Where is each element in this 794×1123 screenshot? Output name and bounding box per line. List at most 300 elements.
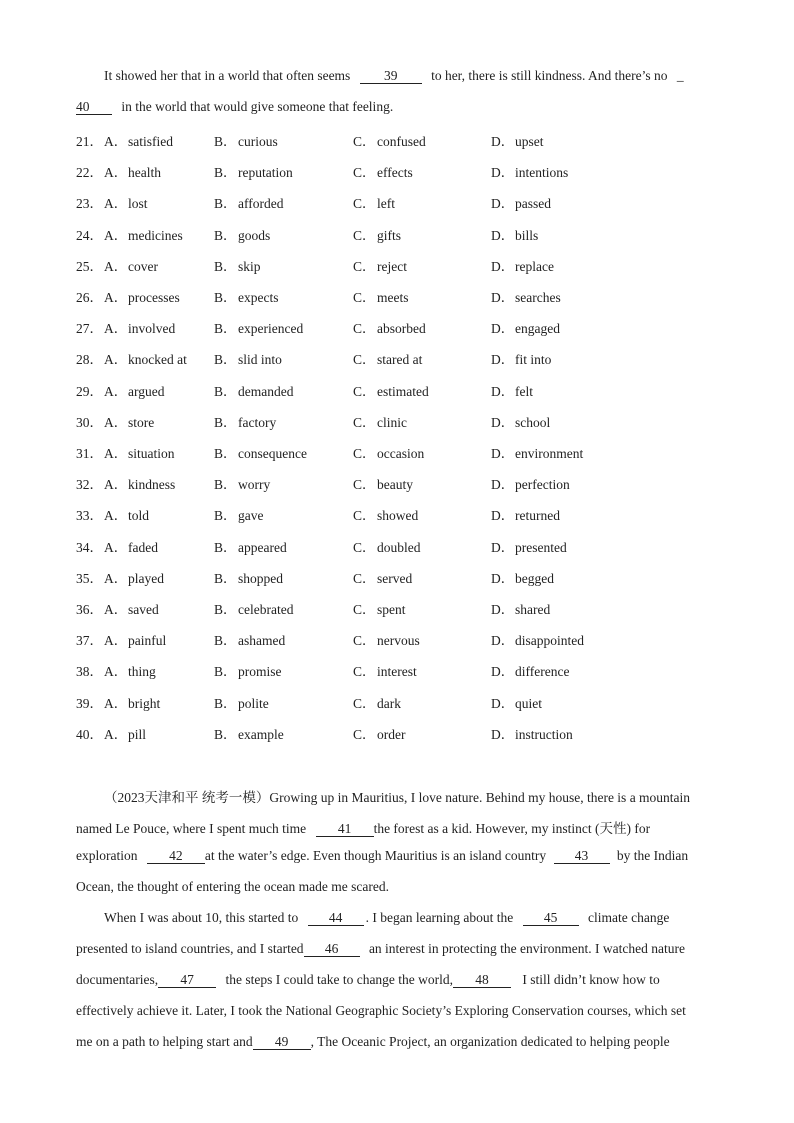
- option-letter: D．: [491, 664, 515, 680]
- option-c[interactable]: [353, 567, 412, 587]
- option-b[interactable]: [214, 224, 270, 244]
- option-text: curious: [238, 134, 278, 149]
- option-text: goods: [238, 227, 271, 243]
- option-letter: C．: [353, 383, 376, 399]
- option-letter: B．: [214, 196, 237, 212]
- question-number: 26．: [76, 290, 103, 305]
- passage-text: to her, there is still kindness. And there’s no: [431, 68, 668, 83]
- option-letter: B．: [214, 570, 237, 586]
- option-text: spent: [377, 602, 406, 617]
- option-text: dark: [377, 695, 401, 711]
- option-a[interactable]: [76, 224, 183, 244]
- option-letter: B．: [214, 352, 237, 368]
- option-letter: D．: [491, 633, 515, 649]
- option-letter: A．: [104, 664, 128, 680]
- option-text: saved: [128, 602, 159, 617]
- passage-text: _: [676, 68, 684, 83]
- option-a[interactable]: [76, 536, 158, 556]
- option-a[interactable]: [76, 723, 146, 743]
- option-a[interactable]: [76, 598, 159, 618]
- passage-text: Ocean, the thought of entering the ocean made me scared.: [76, 879, 389, 894]
- option-text: argued: [128, 383, 165, 399]
- option-letter: D．: [491, 352, 515, 368]
- option-d[interactable]: [491, 286, 561, 306]
- option-text: faded: [128, 539, 158, 555]
- question-number: 25．: [76, 258, 103, 274]
- option-letter: A．: [104, 695, 128, 711]
- option-b[interactable]: [214, 598, 293, 618]
- option-letter: A．: [104, 414, 128, 430]
- option-d[interactable]: [491, 473, 570, 493]
- option-letter: A．: [104, 477, 128, 493]
- option-b[interactable]: [214, 348, 282, 368]
- option-c[interactable]: [353, 692, 401, 712]
- option-text: bills: [515, 227, 539, 243]
- blank-46[interactable]: 46: [304, 942, 360, 957]
- question-number: 37．: [76, 633, 103, 649]
- option-text: gifts: [377, 227, 402, 243]
- option-text: lost: [128, 196, 148, 212]
- option-letter: B．: [214, 227, 237, 243]
- option-letter: C．: [353, 633, 376, 649]
- option-letter: A．: [104, 227, 128, 243]
- option-c[interactable]: [353, 660, 417, 680]
- option-letter: D．: [491, 539, 515, 555]
- option-letter: A．: [104, 290, 128, 305]
- option-text: health: [128, 165, 161, 181]
- option-c[interactable]: [353, 317, 426, 337]
- option-a[interactable]: [76, 473, 175, 493]
- option-text: doubled: [377, 539, 421, 555]
- option-text: expects: [238, 290, 279, 305]
- option-d[interactable]: [491, 255, 554, 275]
- option-text: store: [128, 414, 155, 430]
- option-d[interactable]: [491, 536, 567, 556]
- option-a[interactable]: [76, 567, 164, 587]
- option-c[interactable]: [353, 598, 406, 618]
- option-b[interactable]: [214, 442, 307, 462]
- passage-text: effectively achieve it. Later, I took the National Geographic Society’s Exploring Conservation courses, which set: [76, 1003, 686, 1018]
- option-letter: B．: [214, 602, 237, 617]
- option-letter: C．: [353, 227, 376, 243]
- option-letter: A．: [104, 726, 128, 742]
- option-b[interactable]: [214, 692, 269, 712]
- option-text: felt: [515, 383, 533, 399]
- option-letter: A．: [104, 633, 128, 649]
- blank-39[interactable]: 39: [360, 69, 422, 84]
- option-c[interactable]: [353, 504, 418, 524]
- option-text: clinic: [377, 414, 407, 430]
- option-text: perfection: [515, 477, 570, 493]
- question-number: 28．: [76, 352, 103, 368]
- option-text: factory: [238, 414, 277, 430]
- option-letter: B．: [214, 414, 237, 430]
- question-number: 38．: [76, 664, 103, 680]
- option-letter: B．: [214, 664, 237, 680]
- option-text: example: [238, 726, 284, 742]
- option-a[interactable]: [76, 317, 175, 337]
- passage-line: [76, 972, 660, 988]
- option-a[interactable]: [76, 380, 165, 400]
- passage-text: . I began learning about the: [365, 910, 514, 925]
- option-d[interactable]: [491, 411, 550, 431]
- option-letter: B．: [214, 321, 237, 337]
- option-text: shared: [515, 602, 551, 617]
- passage-text: I still didn’t know how to: [522, 972, 660, 987]
- option-a[interactable]: [76, 161, 161, 181]
- option-text: satisfied: [128, 134, 173, 149]
- blank-47[interactable]: 47: [158, 973, 216, 988]
- passage-line: [104, 68, 684, 84]
- option-b[interactable]: [214, 629, 285, 649]
- option-a[interactable]: [76, 255, 158, 275]
- option-c[interactable]: [353, 536, 421, 556]
- option-letter: D．: [491, 414, 515, 430]
- option-b[interactable]: [214, 411, 276, 431]
- option-text: estimated: [377, 383, 429, 399]
- option-b[interactable]: [214, 723, 284, 743]
- option-text: returned: [515, 508, 560, 524]
- question-number: 35．: [76, 570, 103, 586]
- passage-text: the steps I could take to change the world,: [225, 972, 454, 987]
- option-letter: C．: [353, 290, 376, 305]
- question-number: 40．: [76, 726, 103, 742]
- option-letter: B．: [214, 633, 237, 649]
- option-text: told: [128, 508, 150, 524]
- option-letter: B．: [214, 695, 237, 711]
- blank-44[interactable]: 44: [308, 911, 364, 926]
- option-d[interactable]: [491, 442, 583, 462]
- option-text: bright: [128, 695, 161, 711]
- option-b[interactable]: [214, 192, 283, 212]
- option-a[interactable]: [76, 660, 156, 680]
- passage-line: [76, 879, 389, 895]
- option-letter: B．: [214, 477, 237, 493]
- option-a[interactable]: [76, 130, 173, 150]
- option-letter: C．: [353, 477, 376, 493]
- passage-text: , The Oceanic Project, an organization dedicated to helping people: [310, 1034, 670, 1049]
- option-text: appeared: [238, 539, 287, 555]
- option-d[interactable]: [491, 660, 569, 680]
- option-text: reputation: [238, 165, 293, 181]
- option-text: consequence: [238, 446, 307, 461]
- option-text: gave: [238, 508, 264, 524]
- option-d[interactable]: [491, 598, 550, 618]
- option-letter: A．: [104, 602, 128, 617]
- option-text: processes: [128, 290, 180, 305]
- option-text: played: [128, 570, 164, 586]
- option-text: meets: [377, 290, 409, 305]
- blank-41[interactable]: 41: [316, 822, 374, 837]
- option-letter: D．: [491, 446, 515, 461]
- option-text: worry: [238, 477, 271, 493]
- option-c[interactable]: [353, 286, 409, 306]
- option-c[interactable]: [353, 380, 429, 400]
- option-letter: C．: [353, 695, 376, 711]
- option-letter: D．: [491, 321, 515, 337]
- passage-line: [76, 941, 685, 957]
- option-text: left: [377, 196, 395, 212]
- option-text: difference: [515, 664, 570, 680]
- option-c[interactable]: [353, 161, 413, 181]
- passage-line: [76, 848, 688, 864]
- question-number: 21．: [76, 134, 103, 149]
- option-c[interactable]: [353, 723, 405, 743]
- option-text: absorbed: [377, 321, 426, 337]
- option-d[interactable]: [491, 380, 533, 400]
- option-text: intentions: [515, 165, 569, 181]
- option-b[interactable]: [214, 504, 263, 524]
- option-text: afforded: [238, 196, 284, 212]
- option-letter: C．: [353, 726, 376, 742]
- question-number: 24．: [76, 227, 103, 243]
- blank-42[interactable]: 42: [147, 849, 205, 864]
- option-text: effects: [377, 165, 413, 181]
- option-text: cover: [128, 258, 158, 274]
- option-d[interactable]: [491, 192, 551, 212]
- option-letter: A．: [104, 258, 128, 274]
- option-a[interactable]: [76, 442, 175, 462]
- option-letter: D．: [491, 196, 515, 212]
- option-letter: D．: [491, 134, 515, 149]
- option-letter: D．: [491, 570, 515, 586]
- option-c[interactable]: [353, 192, 395, 212]
- option-letter: B．: [214, 165, 237, 181]
- option-letter: C．: [353, 165, 376, 181]
- option-d[interactable]: [491, 692, 542, 712]
- option-text: experienced: [238, 321, 304, 337]
- option-text: instruction: [515, 726, 573, 742]
- passage-text: an interest in protecting the environment. I watched nature: [368, 941, 685, 956]
- option-letter: B．: [214, 539, 237, 555]
- question-number: 31．: [76, 446, 103, 461]
- passage-text: me on a path to helping start and: [76, 1034, 253, 1049]
- option-text: shopped: [238, 570, 283, 586]
- option-b[interactable]: [214, 567, 283, 587]
- option-a[interactable]: [76, 286, 180, 306]
- option-text: interest: [377, 664, 417, 680]
- option-text: demanded: [238, 383, 294, 399]
- option-letter: C．: [353, 352, 376, 368]
- option-letter: A．: [104, 570, 128, 586]
- option-c[interactable]: [353, 348, 422, 368]
- option-b[interactable]: [214, 660, 282, 680]
- option-letter: B．: [214, 726, 237, 742]
- option-d[interactable]: [491, 317, 560, 337]
- option-letter: B．: [214, 290, 237, 305]
- option-letter: A．: [104, 508, 128, 524]
- option-c[interactable]: [353, 255, 407, 275]
- option-letter: A．: [104, 165, 128, 181]
- passage-line: [104, 786, 690, 806]
- passage-text: When I was about 10, this started to: [104, 910, 299, 925]
- option-text: upset: [515, 134, 544, 149]
- option-d[interactable]: [491, 629, 584, 649]
- passage-text: named Le Pouce, where I spent much time: [76, 821, 307, 836]
- option-letter: B．: [214, 446, 237, 461]
- question-number: 36．: [76, 602, 103, 617]
- option-letter: D．: [491, 477, 515, 493]
- option-letter: D．: [491, 383, 515, 399]
- option-letter: C．: [353, 602, 376, 617]
- option-letter: D．: [491, 695, 515, 711]
- option-text: engaged: [515, 321, 560, 337]
- option-text: school: [515, 414, 551, 430]
- option-b[interactable]: [214, 536, 287, 556]
- option-a[interactable]: [76, 348, 187, 368]
- option-letter: C．: [353, 134, 376, 149]
- passage-line: [104, 910, 669, 926]
- option-letter: B．: [214, 258, 237, 274]
- option-a[interactable]: [76, 504, 149, 524]
- option-letter: C．: [353, 258, 376, 274]
- option-text: painful: [128, 633, 167, 649]
- option-d[interactable]: [491, 504, 560, 524]
- option-text: quiet: [515, 695, 542, 711]
- option-b[interactable]: [214, 161, 293, 181]
- option-letter: A．: [104, 196, 128, 212]
- option-text: medicines: [128, 227, 183, 243]
- option-b[interactable]: [214, 255, 261, 275]
- blank-43[interactable]: 43: [554, 849, 610, 864]
- question-number: 39．: [76, 695, 103, 711]
- passage-text: climate change: [588, 910, 670, 925]
- option-text: begged: [515, 570, 554, 586]
- option-text: ashamed: [238, 633, 286, 649]
- question-number: 29．: [76, 383, 103, 399]
- option-a[interactable]: [76, 411, 154, 431]
- option-letter: A．: [104, 539, 128, 555]
- question-number: 32．: [76, 477, 103, 493]
- option-text: occasion: [377, 446, 425, 461]
- option-text: served: [377, 570, 413, 586]
- option-text: nervous: [377, 633, 420, 649]
- option-text: pill: [128, 726, 147, 742]
- option-letter: C．: [353, 508, 376, 524]
- option-letter: C．: [353, 196, 376, 212]
- option-text: skip: [238, 258, 261, 274]
- passage-text: documentaries,: [76, 972, 159, 987]
- option-letter: C．: [353, 664, 376, 680]
- option-text: stared at: [377, 352, 423, 368]
- option-text: replace: [515, 258, 554, 274]
- option-text: showed: [377, 508, 419, 524]
- option-letter: D．: [491, 602, 515, 617]
- option-letter: B．: [214, 134, 237, 149]
- option-text: confused: [377, 134, 426, 149]
- option-text: involved: [128, 321, 176, 337]
- question-number: 23．: [76, 196, 103, 212]
- option-letter: C．: [353, 570, 376, 586]
- option-text: environment: [515, 446, 584, 461]
- option-letter: B．: [214, 383, 237, 399]
- option-letter: D．: [491, 165, 515, 181]
- passage-text: the forest as a kid. However, my instinct (天性) for: [373, 821, 651, 836]
- option-letter: D．: [491, 508, 515, 524]
- option-text: situation: [128, 446, 175, 461]
- option-b[interactable]: [214, 130, 278, 150]
- option-letter: B．: [214, 508, 237, 524]
- option-letter: A．: [104, 383, 128, 399]
- passage-text: by the Indian: [616, 848, 689, 863]
- option-text: searches: [515, 290, 561, 305]
- blank-49[interactable]: 49: [253, 1035, 311, 1050]
- blank-48[interactable]: 48: [453, 973, 511, 988]
- passage-line: [76, 99, 393, 115]
- option-a[interactable]: [76, 692, 160, 712]
- option-text: polite: [238, 695, 269, 711]
- blank-45[interactable]: 45: [523, 911, 579, 926]
- option-text: passed: [515, 196, 551, 212]
- option-text: presented: [515, 539, 567, 555]
- option-letter: A．: [104, 352, 128, 368]
- passage-line: [76, 817, 650, 837]
- option-d[interactable]: [491, 161, 568, 181]
- option-c[interactable]: [353, 411, 407, 431]
- option-letter: C．: [353, 446, 376, 461]
- passage-text: presented to island countries, and I started: [76, 941, 304, 956]
- option-c[interactable]: [353, 224, 401, 244]
- option-letter: A．: [104, 321, 128, 337]
- passage-text: in the world that would give someone that feeling.: [121, 99, 394, 114]
- option-text: thing: [128, 664, 156, 680]
- option-text: beauty: [377, 477, 413, 493]
- question-number: 22．: [76, 165, 103, 181]
- option-letter: D．: [491, 227, 515, 243]
- option-d[interactable]: [491, 130, 544, 150]
- passage-text: （2023天津和平 统考一模）Growing up in Mauritius, I love nature. Behind my house, there is a mountain: [104, 790, 691, 805]
- passage-text: It showed her that in a world that often seems: [104, 68, 351, 83]
- option-letter: A．: [104, 134, 128, 149]
- option-letter: D．: [491, 258, 515, 274]
- question-number: 30．: [76, 414, 103, 430]
- option-a[interactable]: [76, 629, 166, 649]
- question-number: 33．: [76, 508, 103, 524]
- option-c[interactable]: [353, 130, 426, 150]
- option-letter: A．: [104, 446, 128, 461]
- option-c[interactable]: [353, 442, 424, 462]
- option-text: knocked at: [128, 352, 187, 368]
- option-text: fit into: [515, 352, 552, 368]
- option-d[interactable]: [491, 567, 554, 587]
- option-d[interactable]: [491, 723, 573, 743]
- option-b[interactable]: [214, 473, 270, 493]
- option-text: kindness: [128, 477, 176, 493]
- option-text: slid into: [238, 352, 282, 368]
- option-d[interactable]: [491, 348, 551, 368]
- passage-text: exploration: [76, 848, 138, 863]
- option-b[interactable]: [214, 286, 278, 306]
- option-text: order: [377, 726, 406, 742]
- option-d[interactable]: [491, 224, 538, 244]
- option-b[interactable]: [214, 380, 293, 400]
- option-a[interactable]: [76, 192, 148, 212]
- option-c[interactable]: [353, 629, 420, 649]
- question-number: 27．: [76, 321, 103, 337]
- option-text: promise: [238, 664, 282, 680]
- question-number: 34．: [76, 539, 103, 555]
- blank-40[interactable]: 40: [76, 100, 112, 115]
- passage-text: at the water’s edge. Even though Mauritius is an island country: [204, 848, 547, 863]
- option-letter: D．: [491, 726, 515, 742]
- option-b[interactable]: [214, 317, 303, 337]
- option-letter: C．: [353, 539, 376, 555]
- option-text: celebrated: [238, 602, 294, 617]
- passage-line: [76, 1003, 686, 1019]
- option-letter: C．: [353, 414, 376, 430]
- option-c[interactable]: [353, 473, 413, 493]
- option-letter: D．: [491, 290, 515, 305]
